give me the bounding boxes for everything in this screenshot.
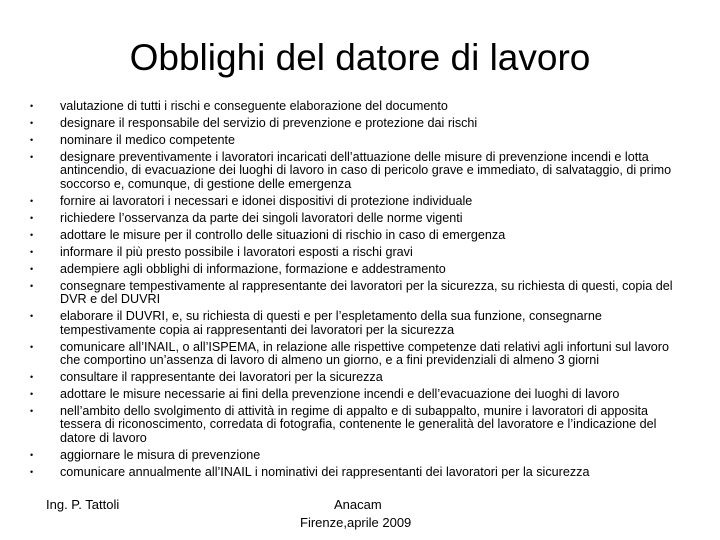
bullet-icon: • (30, 389, 34, 400)
list-item (30, 388, 692, 401)
list-item-text: informare il più presto possibile i lavoratori esposti a rischi gravi (60, 244, 413, 259)
list-item-text: consegnare tempestivamente al rappresentante dei lavoratori per la sicurezza, su richiesta di questi, copia del DVR e del DUVRI (60, 278, 673, 307)
bullet-icon: • (30, 311, 34, 322)
list-item-text: nell’ambito dello svolgimento di attività in regime di appalto e di subappalto, munire i lavoratori di apposita tessera di riconoscimento, corredata di fotografia, contenente le generalità del lavoratore e l’indicazione del datore di lavoro (60, 404, 657, 445)
bullet-icon: • (30, 212, 34, 223)
bullet-icon: • (30, 466, 34, 477)
list-item-text: nominare il medico competente (60, 133, 236, 147)
bullet-icon: • (30, 406, 34, 417)
list-item-text: aggiornare le misura di prevenzione (60, 447, 261, 462)
obligations-list (30, 100, 692, 483)
slide-footer (0, 496, 720, 536)
bullet-icon: • (30, 246, 34, 257)
list-item (30, 195, 692, 208)
list-item-text: fornire ai lavoratori i necessari e idonei dispositivi di protezione individuale (60, 193, 473, 208)
list-item (30, 100, 692, 113)
list-item-text: adempiere agli obblighi di informazione, formazione e addestramento (60, 261, 446, 276)
list-item (30, 280, 692, 307)
bullet-icon: • (30, 135, 34, 145)
bullet-icon: • (30, 341, 34, 352)
footer-place-date: Firenze,aprile 2009 (300, 515, 412, 530)
list-item-text: designare il responsabile del servizio di prevenzione e protezione dai rischi (60, 116, 478, 130)
footer-organization: Anacam (334, 497, 382, 512)
list-item-text: richiedere l’osservanza da parte dei singoli lavoratori delle norme vigenti (60, 210, 463, 225)
bullet-icon: • (30, 280, 34, 291)
list-item (30, 449, 692, 462)
list-item (30, 246, 692, 259)
slide-title: Obblighi del datore di lavoro (129, 37, 591, 78)
list-item-text: elaborare il DUVRI, e, su richiesta di questi e per l’espletamento della sua funzione, consegnarne tempestivamente copia ai rappresentanti dei lavoratori per la sicurezza (60, 309, 602, 337)
list-item (30, 310, 692, 337)
bullet-icon: • (30, 152, 34, 162)
list-item (30, 134, 692, 147)
list-item-text: designare preventivamente i lavoratori incaricati dell’attuazione delle misure di prevenzione incendi e lotta antincendio, di evacuazione dei luoghi di lavoro in caso di pericolo grave e immediato, di salvataggio, di primo soccorso e, comunque, di gestione delle emergenza (60, 150, 672, 191)
bullet-icon: • (30, 101, 34, 111)
list-item (30, 117, 692, 130)
bullet-icon: • (30, 118, 34, 128)
list-item (30, 212, 692, 225)
list-item (30, 151, 692, 191)
bullet-icon: • (30, 195, 34, 206)
list-item (30, 371, 692, 384)
list-item-text: valutazione di tutti i rischi e conseguente elaborazione del documento (60, 99, 448, 113)
list-item (30, 263, 692, 276)
list-item-text: comunicare annualmente all’INAIL i nominativi dei rappresentanti dei lavoratori per la sicurezza (60, 464, 590, 479)
bullet-icon: • (30, 372, 34, 383)
bullet-icon: • (30, 449, 34, 460)
list-item (30, 405, 692, 445)
list-item-text: consultare il rappresentante dei lavoratori per la sicurezza (60, 370, 383, 385)
list-item-text: adottare le misure necessarie ai fini della prevenzione incendi e dell’evacuazione dei luoghi di lavoro (60, 387, 620, 402)
list-item (30, 341, 692, 368)
list-item-text: comunicare all’INAIL, o all’ISPEMA, in relazione alle rispettive competenze dati relativi agli infortuni sul lavoro che comportino un’assenza di lavoro di almeno un giorno, e a fini previdenziali di almeno 3 giorni (60, 339, 669, 368)
list-item-text: adottare le misure per il controllo delle situazioni di rischio in caso di emergenza (60, 227, 506, 242)
footer-author: Ing. P. Tattoli (46, 497, 120, 512)
list-item (30, 466, 692, 479)
bullet-icon: • (30, 263, 34, 274)
bullet-icon: • (30, 229, 34, 240)
list-item (30, 229, 692, 242)
